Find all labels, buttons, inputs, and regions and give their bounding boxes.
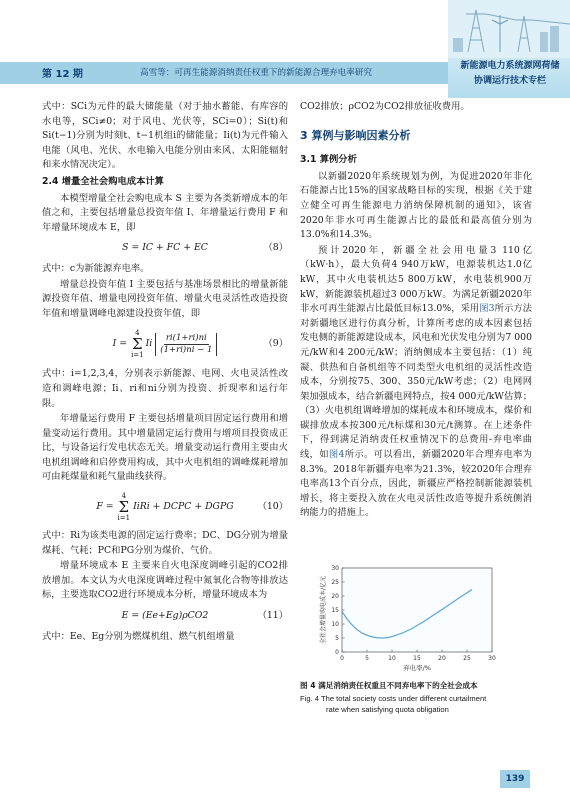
text-run: 预计2020年，新疆全社会用电量3 110亿（kW·h），最大负荷4 940万kW，电源装机达1.0亿kW，其中火电装机达5 800万kW，水电装机900万kW，新能源装机超过3 000万kW。为满足新疆2020年非水可再生能源占比最低目标13.0%，采用	[300, 244, 532, 315]
x-tick-label: 0	[340, 655, 344, 662]
paragraph: 式中：Ri为该类电源的固定运行费率；DC、DG分别为增量煤耗、气耗；PC和PG分别为煤价、气价。	[42, 530, 288, 556]
fraction-denominator: (1+ri)ni − 1	[160, 344, 213, 355]
y-tick-label: 0	[335, 649, 339, 656]
cost-curve-chart	[300, 562, 532, 676]
plot-area	[342, 568, 492, 652]
y-tick-label: 15	[331, 607, 339, 614]
sum-symbol: Σ	[132, 335, 143, 354]
x-axis-label: 弃电率/%	[403, 664, 431, 672]
figure-4	[300, 562, 532, 676]
figure-caption-en: Fig. 4 The total society costs under different curtailment	[300, 694, 487, 703]
sum-upper: 4	[135, 329, 140, 338]
x-tick-label: 20	[438, 655, 446, 662]
paragraph: 以新疆2020年系统规划为例，为促进2020年非化石能源占比15%的国家战略目标的实现，根据《关于建立健全可再生能源电力消纳保障机制的通知》，该省2020年非水可再生能源占比的最低和最高值分别为13.0%和14.3%。	[300, 170, 532, 241]
paragraph: 式中：Ee、Eg分别为燃煤机组、燃气机组增量	[42, 630, 235, 642]
equation-11	[42, 609, 288, 624]
fraction-numerator: ri(1+ri)ni	[165, 332, 207, 343]
sum-lower: i=1	[131, 351, 144, 360]
power-grid-illustration	[448, 0, 570, 58]
paragraph: 年增量运行费用 F 主要包括增量项目固定运行费用和增量变动运行费用。其中增量固定运行费用与增项目投资成正比，与设备运行发电状态无关。增量变动运行费用主要由火电机组调峰和启停费用构成，其中火电机组的调峰煤耗增加可由耗煤量和耗气量曲线获得。	[42, 413, 288, 483]
right-column	[300, 100, 532, 522]
sum-symbol: Σ	[118, 498, 130, 517]
left-column	[42, 100, 288, 645]
y-axis-label: 全社会增量购电成本/亿元	[320, 575, 327, 645]
equation-8	[42, 241, 288, 256]
equation-10	[42, 491, 288, 523]
x-tick-label: 30	[488, 655, 496, 662]
equation-9	[42, 327, 288, 361]
y-tick-label: 25	[331, 579, 339, 586]
x-tick-label: 15	[413, 655, 421, 662]
sum-lower: i=1	[117, 514, 131, 523]
issue-number: 第 12 期	[42, 69, 83, 80]
badge-title-line1: 新能源电力系统源网荷储	[460, 61, 560, 71]
equation-number: （8）	[263, 242, 288, 254]
equation-number: （10）	[257, 500, 288, 512]
paragraph: 增量环境成本 E 主要来自火电深度调峰引起的CO2排放增加。本文认为火电深度调峰过程中氮氧化合物等排放达标，主要选取CO2进行环境成本分析，增量环境成本为	[42, 560, 288, 601]
equation-lhs: I =	[112, 338, 128, 350]
y-tick-label: 30	[331, 565, 339, 572]
paragraph: CO2排放；ρCO2为CO2排放征收费用。	[300, 101, 470, 112]
paragraph: 式中：i=1,2,3,4，分别表示新能源、电网、火电灵活性改造和调峰电源；Ii、ri和ni分别为投资、折现率和运行年限。	[42, 368, 288, 409]
equation-rhs: IiRi + DCPC + DGPG	[133, 500, 234, 512]
paragraph: 式中：c为新能源弃电率。	[42, 262, 150, 274]
equation-body: E = (Ee+Eg)ρCO2	[121, 610, 209, 622]
equation-number: （9）	[263, 338, 288, 350]
figure-caption-en-continued: rate when satisfying quota obligation	[326, 705, 449, 714]
x-tick-label: 5	[365, 655, 369, 662]
equation-lhs: F =	[96, 500, 114, 512]
paragraph	[300, 244, 532, 521]
equation-body: S = IC + FC + EC	[122, 242, 208, 254]
figure-3-link[interactable]: 图3	[479, 303, 495, 315]
sum-upper: 4	[121, 492, 127, 501]
section-heading: 2.4 增量全社会购电成本计算	[42, 175, 164, 187]
y-tick-label: 5	[335, 635, 339, 642]
section-title: 3 算例与影响因素分析	[300, 128, 411, 142]
page-number: 139	[500, 770, 530, 788]
subsection-title: 3.1 算例分析	[300, 154, 357, 166]
figure-caption-zh: 图 4 满足消纳责任权重且不同弃电率下的全社会成本	[300, 681, 478, 690]
paragraph: 增量总投资年值 I 主要包括与基准场景相比的增量新能源投资年值、增量电网投资年值、增量火电灵活性改造投资年值和增量调峰电源建设投资年值，即	[42, 278, 288, 319]
running-title: 高雪等：可再生能源消纳责任权重下的新能源合理弃电率研究	[140, 68, 373, 78]
text-run: 所示方法对新疆地区进行仿真分析，计算所考虑的成本因素包括发电侧的新能源建设成本，风电和光伏发电分别为7 000元/kW和4 200元/kW；消纳侧成本主要包括：（1）纯凝、供热和自备机组等不同类型火电机组的灵活性改造成本，分别按75、300、350元/kW考虑；（2）电网网架加强成本，结合新疆电网特点，按4 000元/kW估算；（3）火电机组调峰增加的煤耗成本和环境成本，煤价和碳排放成本按300元/t标煤和30元/t测算。在上述条件下，得到满足消纳责任权重情况下的总费用-弃电率曲线，如	[300, 303, 532, 461]
x-tick-label: 25	[463, 655, 471, 662]
paragraph: 本模型增量全社会购电成本 S 主要为各类新增成本的年值之和，主要包括增量总投资年值 I、年增量运行费用 F 和年增量环境成本 E，即	[42, 192, 288, 233]
paragraph: 式中：SCi为元件的最大储能量（对于抽水蓄能、有库容的水电等，SCi≠0；对于风电、光伏等，SCi=0）；Si(t)和Si(t−1)分别为时刻t、t−1机组i的储能量；Ii(t)为元件输入电能（风电、光伏、水电输入电能分别由来风、太阳能辐射和来水情况决定）。	[42, 101, 288, 171]
column-badge	[448, 0, 570, 98]
figure-4-link[interactable]: 图4	[328, 449, 345, 461]
x-tick-label: 10	[388, 655, 396, 662]
y-tick-label: 10	[331, 621, 339, 628]
y-tick-label: 20	[331, 593, 339, 600]
equation-number: （11）	[257, 610, 288, 622]
text-run: 所示。可以看出，新疆2020年合理弃电率为8.3%。2018年新疆弃电率为21.3%，较2020年合理弃电率高13个百分点，因此，新疆应严格控制新能源装机增长，将主要投入放在火电灵活性改造等提升系统侧消纳能力的措施上。	[300, 449, 532, 519]
fraction-bracket	[155, 333, 217, 356]
equation-term: Ii	[145, 338, 153, 350]
badge-title-line2: 协调运行技术专栏	[473, 76, 546, 86]
